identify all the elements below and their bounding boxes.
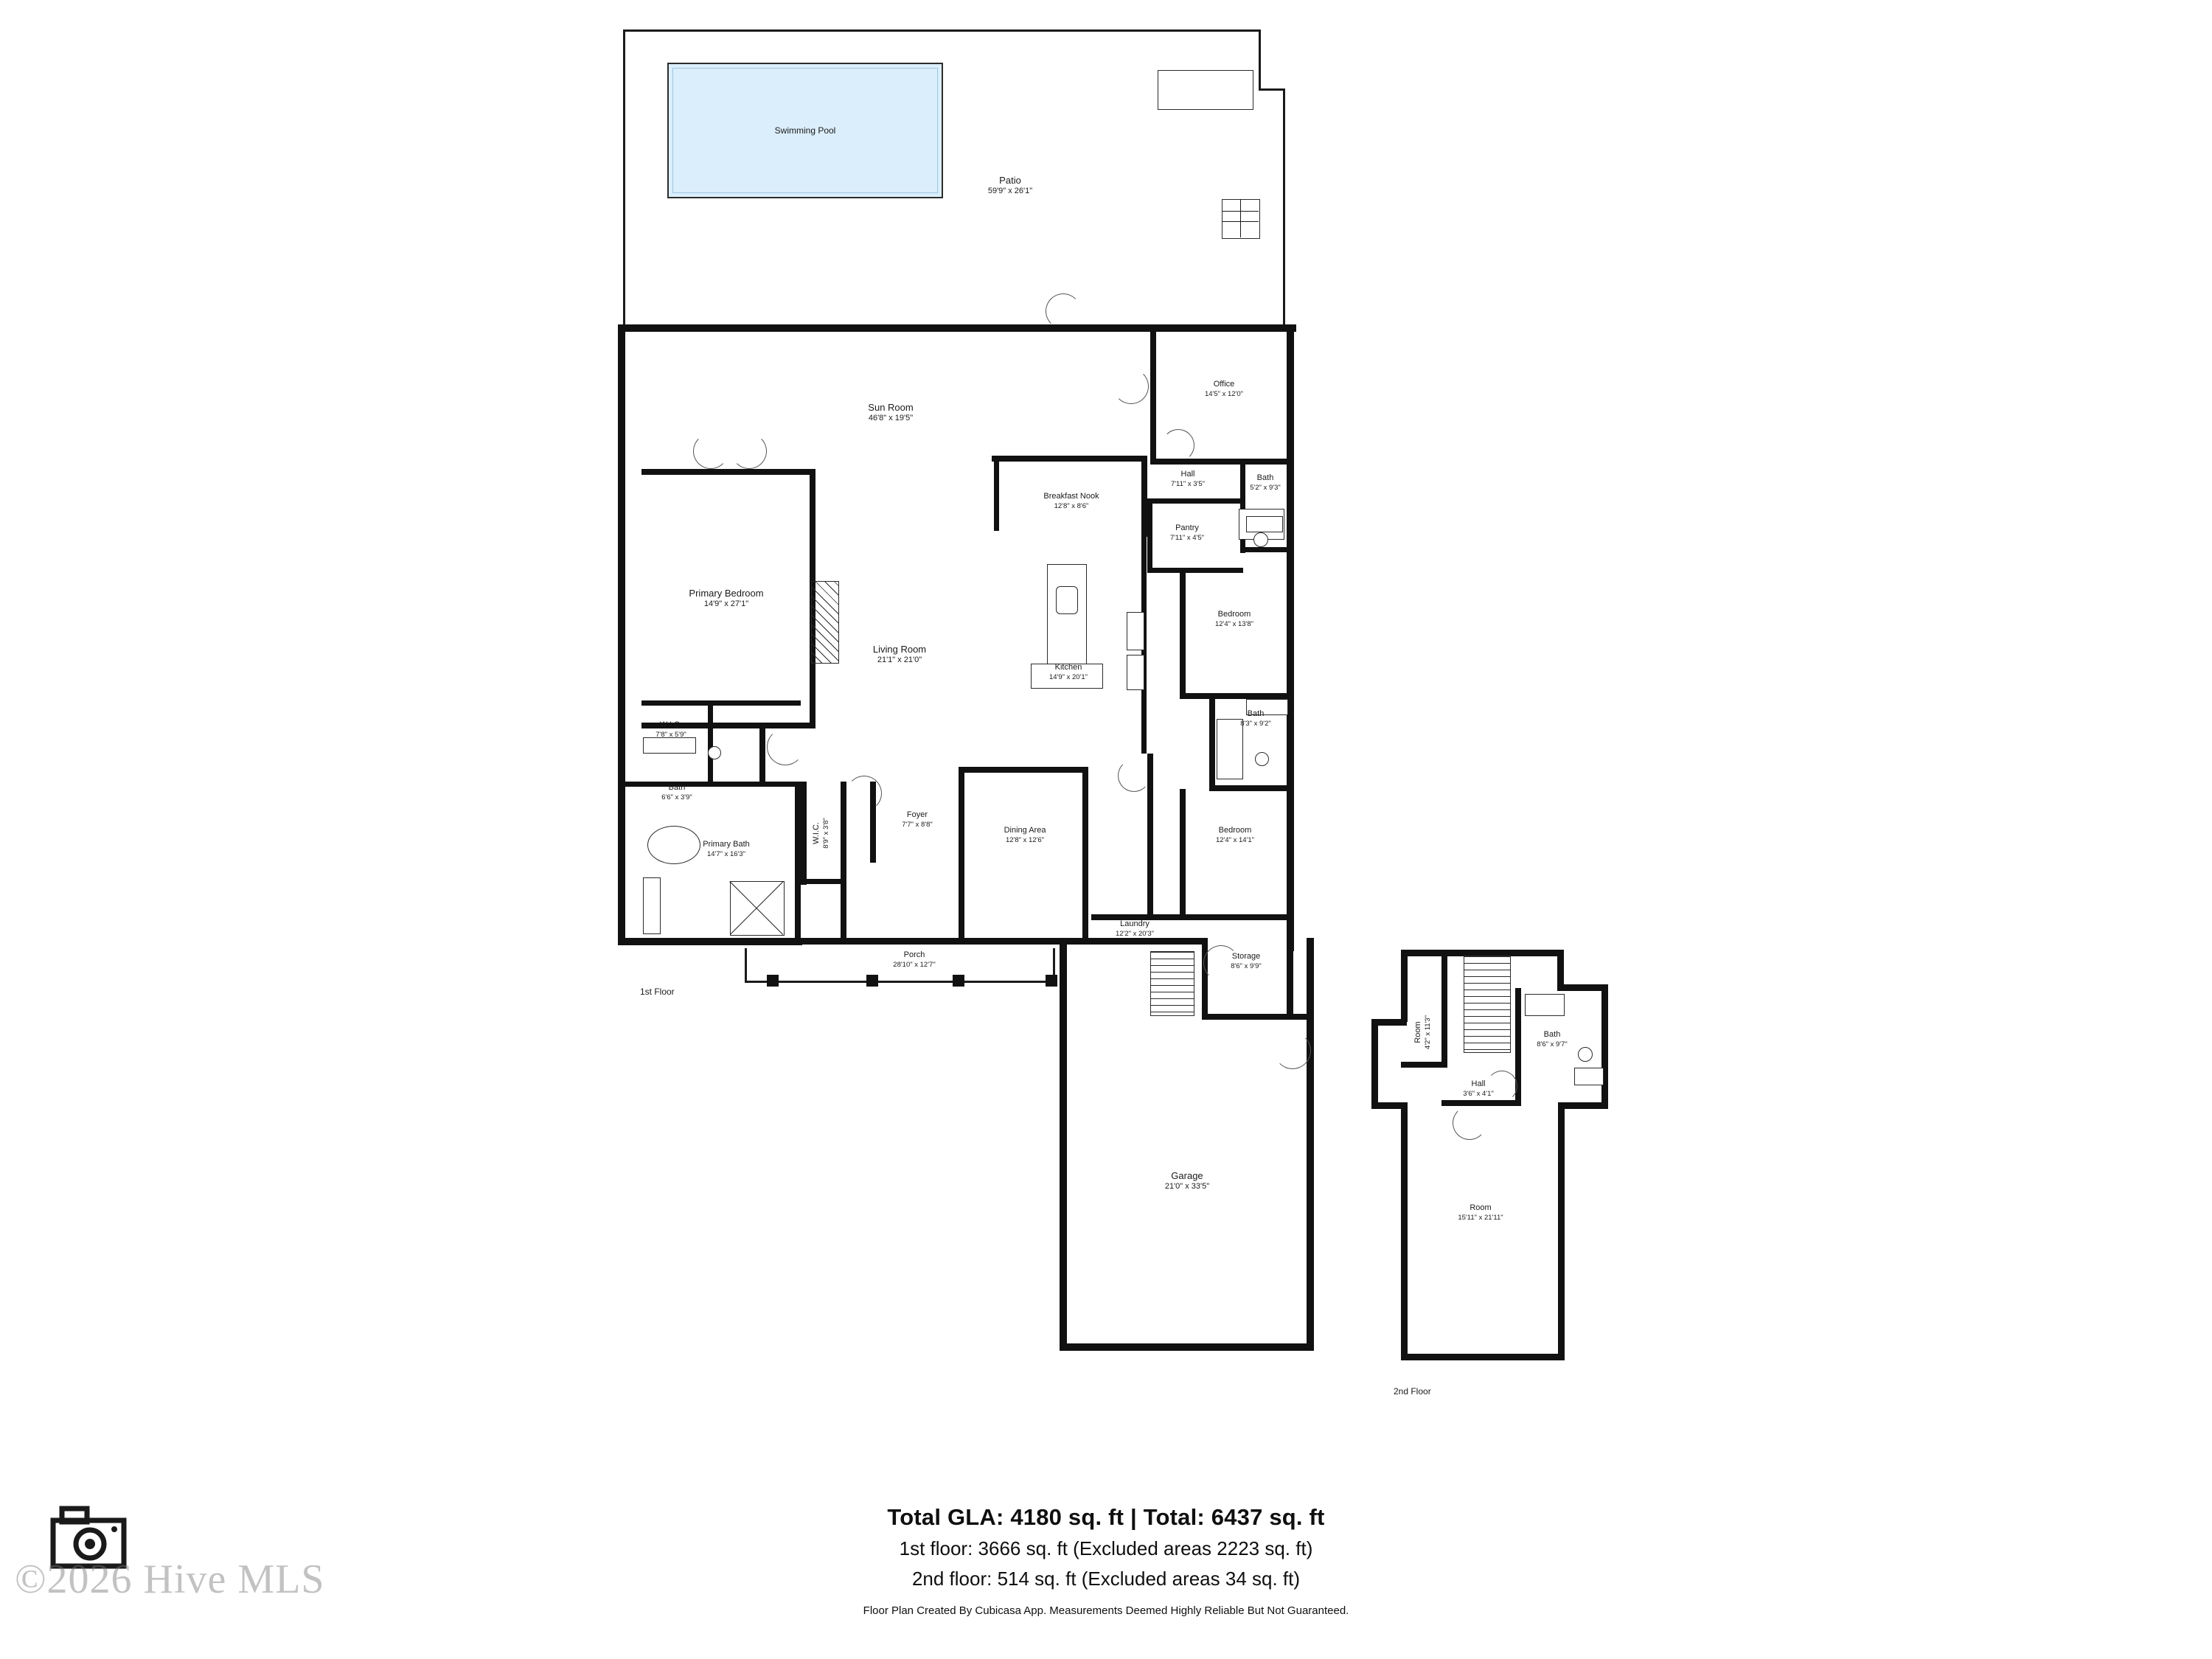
- floor-tag-second: 2nd Floor: [1394, 1386, 1431, 1397]
- secondary-vanity: [643, 737, 696, 754]
- wall-mid-bath-left: [1209, 693, 1215, 789]
- bath-vanity-office: [1246, 516, 1283, 532]
- label-pantry: Pantry 7'11" x 4'5": [1169, 524, 1205, 542]
- patio-grill: [1222, 199, 1260, 239]
- patio-outline-right: [1259, 29, 1261, 91]
- label-bath-mid: Bath 8'3" x 9'2": [1240, 709, 1271, 728]
- swimming-pool: [667, 63, 943, 198]
- wall-2f-right-vert: [1557, 950, 1564, 990]
- label-foyer: Foyer 7'7" x 8'8": [902, 810, 933, 829]
- wall-east-wing-right: [1287, 575, 1294, 951]
- mid-bath-tub: [1217, 719, 1243, 779]
- label-wic-2: W.I.C. 8'9" x 3'8": [812, 818, 830, 849]
- wall-dining-top: [959, 767, 1088, 773]
- porch-outline-bottom: [745, 981, 1054, 983]
- label-2f-room-small: Room 4'2" x 11'3": [1413, 1015, 1432, 1050]
- wall-primary-bed-top: [641, 469, 815, 475]
- wall-bath-bottom: [1240, 547, 1289, 552]
- stairs-first-floor: [1150, 951, 1194, 1016]
- door-arc-hall: [1162, 429, 1194, 462]
- summary-total: Total GLA: 4180 sq. ft | Total: 6437 sq. ft: [887, 1504, 1325, 1530]
- fireplace-hatch: [811, 581, 839, 664]
- patio-furniture-1: [1158, 70, 1253, 110]
- label-breakfast-nook: Breakfast Nook 12'8" x 8'6": [1043, 492, 1099, 510]
- wall-dining-right: [1082, 767, 1088, 940]
- door-arc-foyer: [846, 776, 882, 811]
- 2f-vanity: [1574, 1068, 1604, 1085]
- label-living-room: Living Room 21'1" x 21'0": [872, 644, 927, 665]
- label-bath-hall: Bath 6'6" x 3'9": [661, 783, 692, 801]
- door-arc-sunroom-2: [731, 434, 767, 469]
- label-bedroom-1: Bedroom 12'4" x 13'8": [1214, 610, 1254, 628]
- wall-hall-left-vert: [759, 728, 765, 782]
- wall-2f-left-lower: [1371, 1019, 1378, 1107]
- label-primary-bedroom: Primary Bedroom 14'9" x 27'1": [689, 588, 764, 609]
- wall-2f-left-upper: [1401, 950, 1408, 1022]
- wall-2f-hall-bottom: [1441, 1100, 1519, 1106]
- wall-2f-left-bottom: [1401, 1102, 1408, 1360]
- patio-outline-right-lower: [1283, 88, 1285, 327]
- wall-laundry-top: [1091, 914, 1287, 920]
- 2f-bath-tub: [1525, 994, 1565, 1016]
- wall-wic2-bottom: [801, 879, 844, 884]
- door-arc-storage: [1203, 945, 1239, 981]
- label-2f-bath: Bath 8'6" x 9'7": [1537, 1030, 1568, 1048]
- wall-2f-right-lower: [1558, 1106, 1565, 1360]
- toilet-office-bath: [1253, 532, 1268, 547]
- door-arc-primary-bedroom: [767, 728, 804, 765]
- wall-nook-left: [994, 457, 999, 531]
- wall-hall-bottom: [1150, 498, 1243, 504]
- door-arc-sunroom-1: [693, 434, 728, 469]
- wall-bedroom1-bottom: [1180, 693, 1290, 699]
- summary-first-floor: 1st floor: 3666 sq. ft (Excluded areas 2223 sq. ft): [899, 1537, 1313, 1559]
- primary-tub: [647, 826, 700, 864]
- wall-sunroom-bottom: [992, 456, 1147, 462]
- wall-2f-right-step: [1558, 1102, 1608, 1109]
- wall-wic-right: [708, 700, 713, 782]
- label-primary-bath: Primary Bath 14'7" x 16'3": [703, 840, 750, 858]
- wall-2f-right-top: [1557, 984, 1607, 991]
- door-arc-2f-bath: [1486, 1071, 1517, 1102]
- door-arc-office: [1113, 369, 1149, 404]
- patio-outline-top: [623, 29, 1261, 32]
- wall-wic2-right: [841, 782, 846, 940]
- kitchen-sink: [1056, 586, 1078, 614]
- label-wic-1: W.I.C. 7'8" x 5'9": [655, 720, 686, 739]
- wall-wic2-left: [801, 782, 807, 885]
- door-arc-bedroom2: [1118, 759, 1150, 792]
- wall-bedroom1-left: [1180, 572, 1186, 698]
- label-hall-office: Hall 7'11" x 3'5": [1170, 470, 1206, 488]
- label-patio: Patio 59'9" x 26'1": [987, 175, 1033, 196]
- wall-sunroom-left: [618, 324, 625, 472]
- wall-2f-right-upper: [1601, 984, 1608, 1108]
- stairs-second-floor: [1464, 956, 1511, 1053]
- wall-2f-room-right: [1441, 950, 1447, 1068]
- wall-2f-bottom: [1401, 1354, 1565, 1360]
- porch-post-4: [1046, 975, 1057, 987]
- wall-pantry-bottom: [1147, 568, 1243, 573]
- wall-wic-divider: [618, 778, 624, 782]
- mid-bath-vanity: [1246, 699, 1288, 715]
- door-arc-garage-side: [1274, 1032, 1311, 1069]
- label-garage: Garage 21'0" x 33'5": [1164, 1170, 1210, 1192]
- label-kitchen: Kitchen 14'9" x 20'1": [1048, 663, 1088, 681]
- kitchen-fridge: [1127, 655, 1144, 690]
- label-2f-hall: Hall 3'6" x 4'1": [1463, 1079, 1494, 1098]
- label-bath-office: Bath 5'2" x 9'3": [1250, 473, 1281, 492]
- wall-primary-bath-right: [795, 782, 801, 940]
- wall-garage-right: [1307, 938, 1314, 1351]
- wall-primary-bed-bottom: [641, 723, 815, 728]
- label-bedroom-2: Bedroom 12'4" x 14'1": [1215, 826, 1255, 844]
- label-2f-room-large: Room 15'11" x 21'11": [1458, 1203, 1503, 1222]
- kitchen-counter-lower: [1031, 664, 1103, 689]
- watermark-text: ©2026 Hive MLS: [15, 1557, 325, 1602]
- wall-primary-bath-top: [618, 782, 799, 787]
- wall-sunroom-bottom-right: [1141, 456, 1147, 537]
- label-dining-area: Dining Area 12'8" x 12'6": [1004, 826, 1046, 844]
- patio-grill-line-3: [1240, 199, 1241, 237]
- summary-second-floor: 2nd floor: 514 sq. ft (Excluded areas 34 sq. ft): [911, 1568, 1301, 1590]
- wall-pantry-left: [1147, 498, 1152, 572]
- wall-storage-left: [1202, 938, 1208, 1019]
- kitchen-island: [1047, 564, 1087, 665]
- floor-tag-first: 1st Floor: [640, 987, 675, 997]
- porch-post-2: [866, 975, 878, 987]
- wall-wic-left-top: [641, 700, 801, 706]
- summary-disclaimer: Floor Plan Created By Cubicasa App. Measurements Deemed Highly Reliable But Not Guaranteed.: [863, 1604, 1349, 1617]
- wall-dining-left: [959, 767, 964, 940]
- wall-bedroom2-left: [1180, 789, 1186, 918]
- porch-post-1: [767, 975, 779, 987]
- wall-lower-left-bottom: [618, 938, 802, 945]
- wall-mid-bath-bottom: [1209, 785, 1290, 791]
- wall-sunroom-top: [618, 324, 1296, 332]
- label-porch: Porch 28'10" x 12'7": [893, 950, 936, 969]
- pool-label: Swimming Pool: [774, 125, 836, 136]
- porch-outline-left: [745, 948, 747, 981]
- patio-outline-notch: [1259, 88, 1285, 91]
- door-arc-2f-hall: [1453, 1106, 1486, 1140]
- porch-post-3: [953, 975, 964, 987]
- label-laundry: Laundry 12'2" x 20'3": [1115, 919, 1155, 938]
- label-sun-room: Sun Room 46'8" x 19'5": [868, 402, 914, 423]
- wall-garage-left: [1060, 938, 1067, 1351]
- label-office: Office 14'5" x 12'0": [1204, 380, 1244, 398]
- toilet-mid-bath: [1255, 752, 1269, 766]
- wall-garage-bottom: [1060, 1343, 1314, 1351]
- kitchen-range: [1127, 612, 1144, 650]
- 2f-toilet: [1578, 1047, 1593, 1062]
- door-arc-patio: [1046, 293, 1081, 329]
- toilet-hall-bath: [708, 746, 721, 759]
- label-storage: Storage 8'6" x 9'9": [1231, 952, 1262, 970]
- patio-outline-left: [623, 29, 625, 327]
- wall-lower-left-outer: [618, 700, 625, 944]
- wall-storage-bottom: [1202, 1014, 1312, 1020]
- wall-2f-room-bottom: [1401, 1062, 1445, 1068]
- primary-vanity: [643, 877, 661, 934]
- wall-office-left: [1150, 324, 1156, 465]
- wall-storage-right: [1287, 938, 1293, 1019]
- wall-garage-top: [1060, 938, 1207, 945]
